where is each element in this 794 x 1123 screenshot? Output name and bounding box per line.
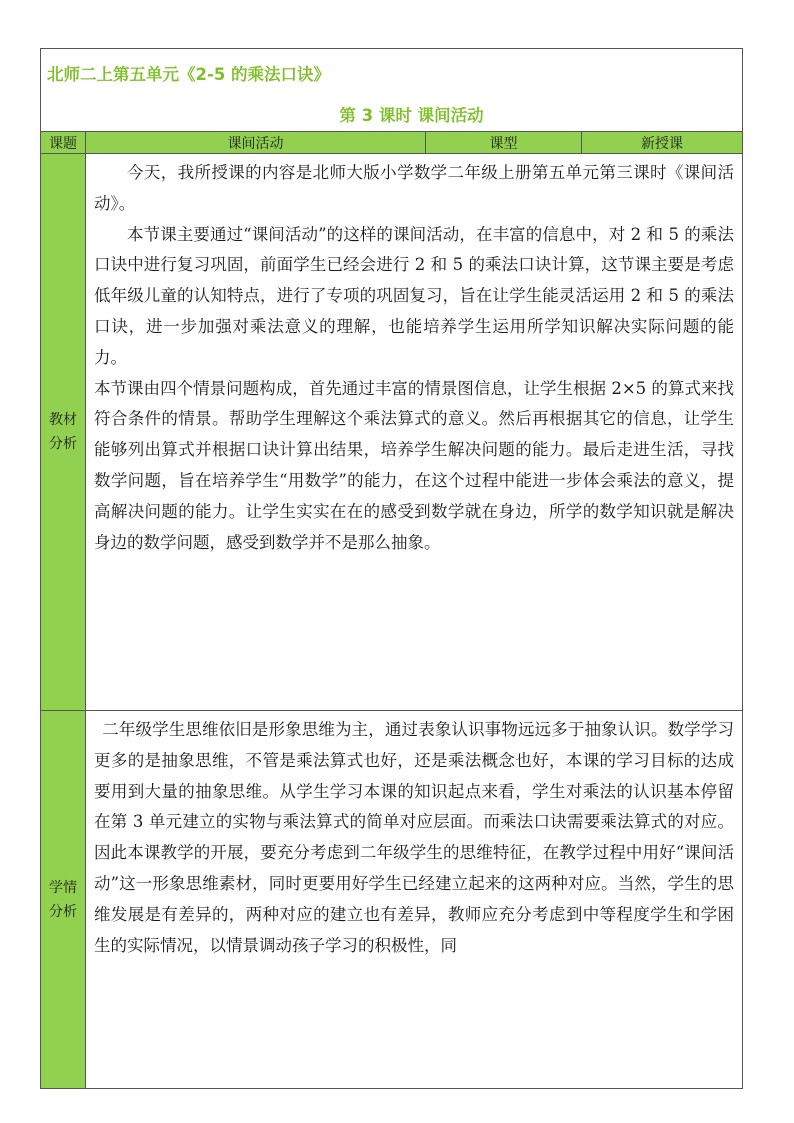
topic-value: 课间活动 <box>86 132 426 153</box>
analysis-paragraph-2: 本节课主要通过“课间活动”的这样的课间活动，在丰富的信息中，对 2 和 5 的乘法口诀中进行复习巩固，前面学生已经会进行 2 和 5 的乘法口诀计算，这节课主要是考虑低年级儿童的认知特点，进行了专项的巩固复习，旨在让学生能灵活运用 2 和 5 的乘法口诀，进一步加强对乘法意义的理解，也能培养学生运用所学知识解决实际问题的能力。 <box>94 224 734 367</box>
learner-analysis-label-line1: 学情 <box>49 879 77 896</box>
learner-analysis-label <box>41 711 86 1088</box>
learner-analysis-label-line2: 分析 <box>49 903 77 920</box>
type-label: 课型 <box>426 132 582 153</box>
textbook-analysis-label <box>41 154 86 710</box>
topic-label: 课题 <box>41 132 86 153</box>
info-row <box>41 132 742 154</box>
unit-title: 北师二上第五单元《2-5 的乘法口诀》 <box>47 65 331 84</box>
textbook-analysis-label-line2: 分析 <box>49 436 77 452</box>
type-value: 新授课 <box>641 135 683 152</box>
textbook-analysis-content <box>86 154 742 710</box>
learner-analysis-content <box>86 711 742 1088</box>
title-area <box>41 49 742 132</box>
learner-analysis-row <box>41 711 742 1088</box>
learner-paragraph: 二年级学生思维依旧是形象思维为主，通过表象认识事物远远多于抽象认识。数学学习更多的是抽象思维，不管是乘法算式也好，还是乘法概念也好，本课的学习目标的达成要用到大量的抽象思维。从学生学习本课的知识起点来看，学生对乘法的认识基本停留在第 3 单元建立的实物与乘法算式的简单对应层面。而乘法口诀需要乘法算式的对应。因此本课教学的开展，要充分考虑到二年级学生的思维特征，在教学过程中用好“课间活动”这一形象思维素材，同时更要用好学生已经建立起来的这两种对应。当然，学生的思维发展是有差异的，两种对应的建立也有差异，教师应充分考虑到中等程度学生和学困生的实际情况，以情景调动孩子学习的积极性，同 <box>94 720 734 955</box>
lesson-plan-table <box>40 48 743 1089</box>
lesson-title: 第 3 课时 课间活动 <box>339 106 484 125</box>
analysis-paragraph-1: 今天，我所授课的内容是北师大版小学数学二年级上册第五单元第三课时《课间活动》。 <box>94 163 734 213</box>
textbook-analysis-row <box>41 154 742 711</box>
analysis-paragraph-3: 本节课由四个情景问题构成，首先通过丰富的情景图信息，让学生根据 2×5 的算式来找符合条件的情景。帮助学生理解这个乘法算式的意义。然后再根据其它的信息，让学生能够列出算式并根据口诀计算出结果，培养学生解决问题的能力。最后走进生活，寻找数学问题，旨在培养学生“用数学”的能力，在这个过程中能进一步体会乘法的意义，提高解决问题的能力。让学生实实在在的感受到数学就在身边，所学的数学知识就是解决身边的数学问题，感受到数学并不是那么抽象。 <box>94 378 734 552</box>
textbook-analysis-label-line1: 教材 <box>49 412 77 428</box>
